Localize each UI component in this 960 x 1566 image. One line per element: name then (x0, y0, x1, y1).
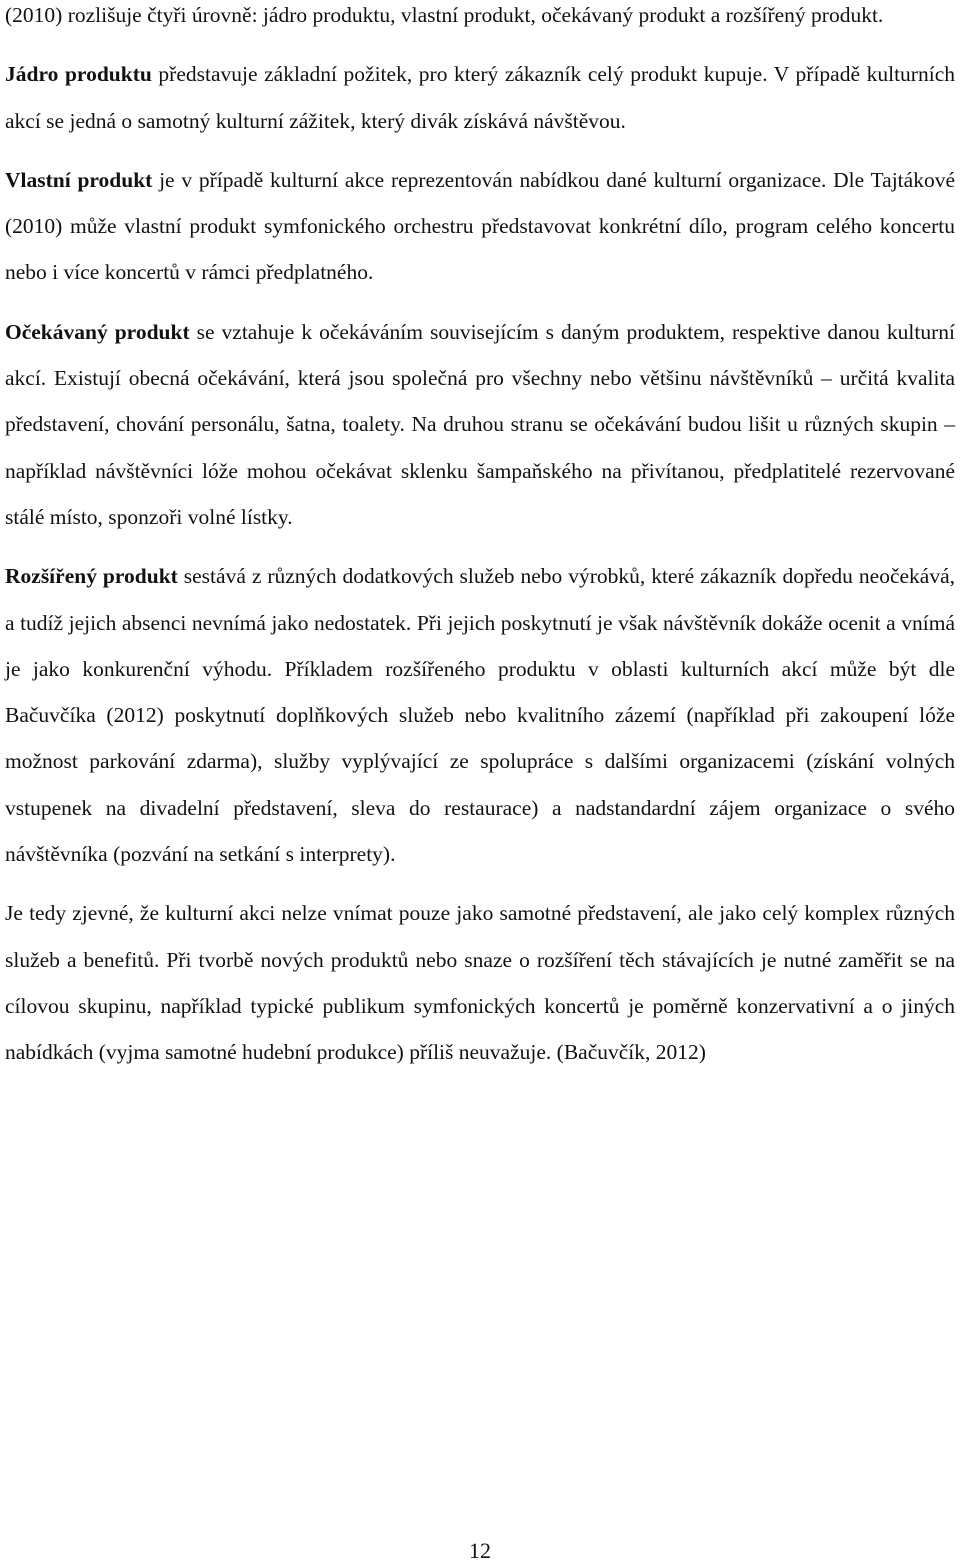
paragraph-text: se vztahuje k očekáváním souvisejícím s daným produktem, respektive danou kulturní akcí. Existují obecná očekávání, která jsou společná pro všechny nebo většinu návštěvníků – určitá kvalita představení, chování personálu, šatna, toalety. Na druhou stranu se očekávání budou lišit u různých skupin – například návštěvníci lóže mohou očekávat sklenku šampaňského na přivítanou, předplatitelé rezervované stálé místo, sponzoři volné lístky. (5, 319, 956, 529)
paragraph-core-product (5, 51, 955, 144)
page-number: 12 (469, 1538, 491, 1563)
paragraph-actual-product (5, 157, 955, 296)
paragraph-lead-term: Očekávaný produkt (5, 319, 190, 344)
paragraph-text: Je tedy zjevné, že kulturní akci nelze vnímat pouze jako samotné představení, ale jako celý komplex různých služeb a benefitů. Při tvorbě nových produktů nebo snaze o rozšíření těch stávajících je nutné zaměřit se na cílovou skupinu, například typické publikum symfonických koncertů je poměrně konzervativní a o jiných nabídkách (vyjma samotné hudební produkce) příliš neuvažuje. (Bačuvčík, 2012) (5, 901, 955, 1065)
paragraph-conclusion (5, 890, 955, 1075)
paragraph-augmented-product (5, 553, 955, 877)
paragraph-lead-term: Jádro produktu (5, 62, 152, 87)
paragraph-text: představuje základní požitek, pro který zákazník celý produkt kupuje. V případě kulturních akcí se jedná o samotný kulturní zážitek, který divák získává návštěvou. (5, 62, 955, 133)
paragraph-text: sestává z různých dodatkových služeb nebo výrobků, které zákazník dopředu neočekává, a tudíž jejich absenci nevnímá jako nedostatek. Při jejich poskytnutí je však návštěvník dokáže ocenit a vnímá je jako konkurenční výhodu. Příkladem rozšířeného produktu v oblasti kulturních akcí může být dle Bačuvčíka (2012) poskytnutí doplňkových služeb nebo kvalitního zázemí (například při zakoupení lóže možnost parkování zdarma), služby vyplývající ze spolupráce s dalšími organizacemi (získání volných vstupenek na divadelní představení, sleva do restaurace) a nadstandardní zájem organizace o svého návštěvníka (pozvání na setkání s interprety). (5, 564, 955, 867)
paragraph-text: je v případě kulturní akce reprezentován nabídkou dané kulturní organizace. Dle Tajtákové (2010) může vlastní produkt symfonického orchestru představovat konkrétní dílo, program celého koncertu nebo i více koncertů v rámci předplatného. (5, 167, 955, 285)
paragraph-text: (2010) rozlišuje čtyři úrovně: jádro produktu, vlastní produkt, očekávaný produkt a rozšířený produkt. (5, 3, 884, 27)
paragraph-lead-term: Vlastní produkt (5, 167, 153, 192)
paragraph-lead-term: Rozšířený produkt (5, 564, 178, 589)
document-page (5, 0, 955, 1089)
paragraph-expected-product (5, 309, 955, 540)
paragraph-intro (5, 0, 955, 38)
